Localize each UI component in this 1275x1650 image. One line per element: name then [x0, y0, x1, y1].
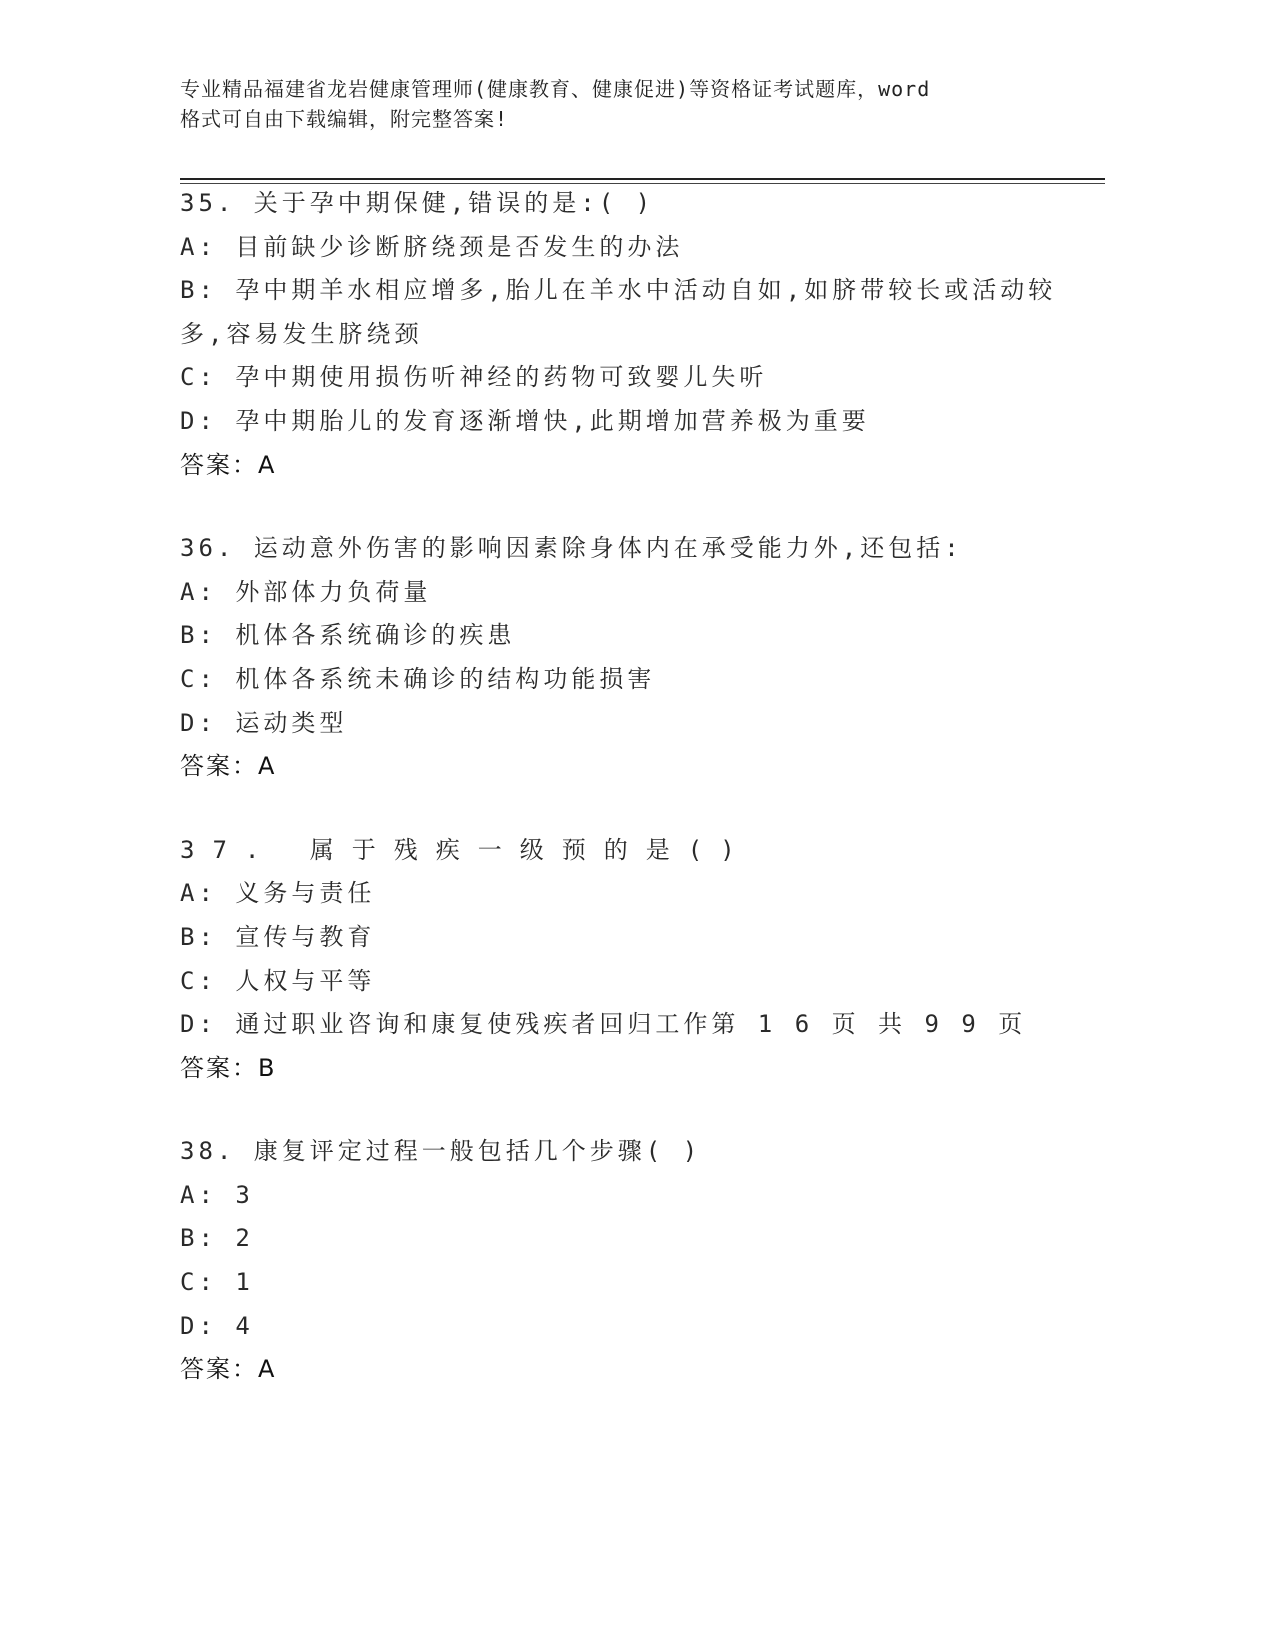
- option-a: A: 义务与责任: [180, 879, 376, 908]
- header-line-1: 专业精品福建省龙岩健康管理师(健康教育、健康促进)等资格证考试题库，word: [180, 77, 931, 101]
- document-header: [180, 74, 1080, 134]
- question-35: [180, 182, 1080, 487]
- option-d: D: 通过职业咨询和康复使残疾者回归工作第 1 6 页 共 9 9 页: [180, 1010, 1027, 1039]
- question-stem: 37. 属于残疾一级预的是(): [180, 835, 753, 864]
- header-divider-thick: [180, 178, 1105, 180]
- option-a: A: 目前缺少诊断脐绕颈是否发生的办法: [180, 232, 684, 261]
- option-d: D: 孕中期胎儿的发育逐渐增快,此期增加营养极为重要: [180, 406, 870, 435]
- option-b: B: 2: [180, 1224, 254, 1253]
- option-b: B: 机体各系统确诊的疾患: [180, 621, 516, 650]
- option-b: B: 宣传与教育: [180, 922, 376, 951]
- option-d: D: 4: [180, 1311, 254, 1340]
- option-d: D: 运动类型: [180, 708, 348, 737]
- answer: 答案：A: [180, 1355, 277, 1384]
- question-stem: 38. 康复评定过程一般包括几个步骤( ): [180, 1137, 702, 1166]
- header-line-2: 格式可自由下载编辑，附完整答案!: [180, 107, 509, 131]
- question-36: [180, 527, 1080, 789]
- question-stem: 35. 关于孕中期保健,错误的是:( ): [180, 189, 655, 217]
- question-38: [180, 1130, 1080, 1392]
- question-stem: 36. 运动意外伤害的影响因素除身体内在承受能力外,还包括:: [180, 534, 963, 563]
- option-b: B: 孕中期羊水相应增多,胎儿在羊水中活动自如,如脐带较长或活动较: [180, 276, 1057, 305]
- option-c: C: 1: [180, 1268, 254, 1297]
- option-c: C: 孕中期使用损伤听神经的药物可致婴儿失听: [180, 363, 768, 392]
- question-37: [180, 829, 1080, 1091]
- question-list: [180, 182, 1080, 1432]
- option-a: A: 3: [180, 1180, 254, 1209]
- answer: 答案：A: [180, 752, 277, 781]
- option-c: C: 人权与平等: [180, 966, 376, 995]
- answer: 答案：B: [180, 1053, 277, 1082]
- option-b-continued: 多,容易发生脐绕颈: [180, 319, 423, 348]
- answer: 答案：A: [180, 450, 277, 479]
- option-a: A: 外部体力负荷量: [180, 577, 432, 606]
- option-c: C: 机体各系统未确诊的结构功能损害: [180, 664, 656, 693]
